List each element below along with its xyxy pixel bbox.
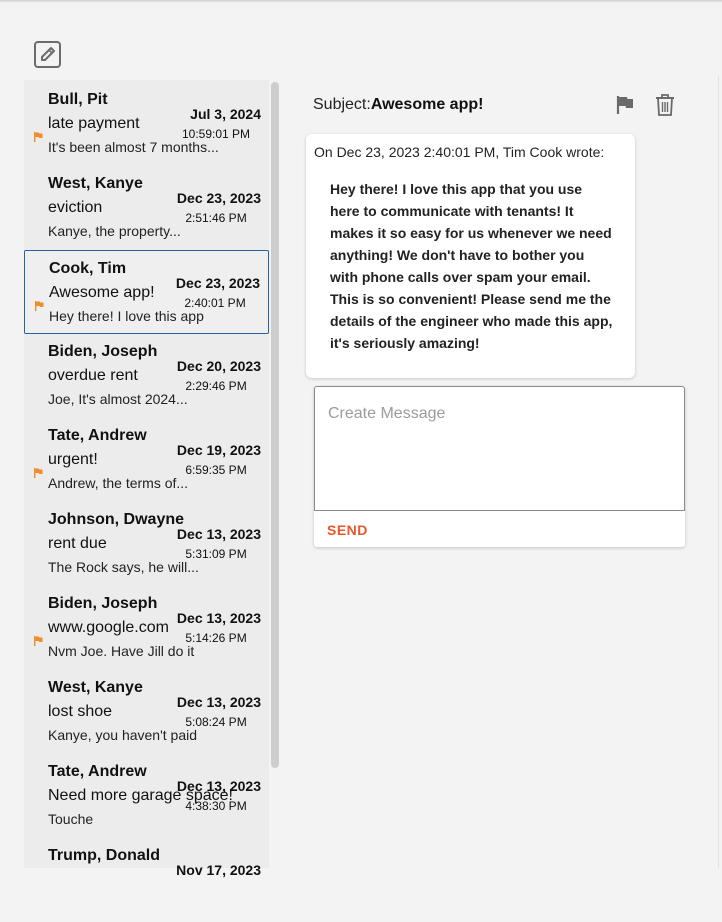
message-subject: Need more garage space! — [48, 787, 233, 804]
message-date: Dec 23, 2023 — [175, 275, 260, 291]
message-preview: Andrew, the terms of... — [48, 475, 189, 491]
message-list-item[interactable] — [24, 586, 269, 670]
sender-name: Cook, Tim — [49, 260, 127, 277]
message-time: 5:14:26 PM — [185, 631, 247, 645]
top-shadow — [0, 0, 722, 3]
message-list-item[interactable] — [24, 754, 269, 838]
message-preview: Joe, It's almost 2024... — [48, 391, 188, 407]
message-preview: It's been almost 7 months... — [48, 139, 219, 155]
message-list-item[interactable] — [24, 166, 269, 250]
flag-icon — [614, 94, 636, 116]
flag-icon — [34, 132, 43, 142]
detail-subject — [313, 96, 483, 114]
message-preview: Hey there! I love this app — [49, 308, 204, 324]
message-time: 4:38:30 PM — [185, 799, 247, 813]
compose-button[interactable] — [33, 40, 62, 69]
quote-header: On Dec 23, 2023 2:40:01 PM, Tim Cook wrote: — [314, 144, 605, 160]
flag-icon — [34, 468, 43, 478]
message-date: Dec 13, 2023 — [176, 778, 261, 794]
message-list-item[interactable] — [24, 838, 269, 922]
message-preview: Nvm Joe. Have Jill do it — [48, 643, 195, 659]
flag-button[interactable] — [614, 94, 636, 116]
message-card — [306, 134, 635, 378]
message-list-item[interactable] — [24, 418, 269, 502]
message-list-item[interactable] — [24, 82, 269, 166]
sender-name: Trump, Donald — [48, 847, 160, 864]
message-subject: www.google.com — [48, 619, 169, 636]
sender-name: Biden, Joseph — [48, 595, 158, 612]
sender-name: Tate, Andrew — [48, 427, 147, 444]
flag-icon — [34, 636, 43, 646]
sender-name: West, Kanye — [48, 175, 143, 192]
message-time: 2:40:01 PM — [184, 296, 246, 310]
message-date: Dec 20, 2023 — [176, 358, 261, 374]
panel-edge — [718, 76, 722, 868]
reply-box — [314, 386, 685, 547]
message-subject: lost shoe — [48, 703, 113, 720]
sender-name: West, Kanye — [48, 679, 143, 696]
message-subject: eviction — [48, 199, 103, 216]
message-list-item[interactable] — [24, 670, 269, 754]
message-date: Dec 19, 2023 — [176, 442, 261, 458]
message-subject: late payment — [48, 115, 140, 132]
scrollbar-thumb[interactable] — [271, 82, 279, 768]
edit-icon — [33, 40, 62, 69]
subject-label: Subject: — [313, 96, 371, 113]
message-time: 2:51:46 PM — [185, 211, 247, 225]
message-subject: Awesome app! — [49, 284, 155, 301]
message-preview: Touche — [48, 811, 94, 827]
sender-name: Bull, Pit — [48, 91, 108, 108]
message-subject: overdue rent — [48, 367, 138, 384]
delete-button[interactable] — [654, 93, 676, 117]
flag-icon — [35, 301, 44, 311]
message-date: Dec 13, 2023 — [176, 694, 261, 710]
sender-name: Tate, Andrew — [48, 763, 147, 780]
message-time: 5:31:09 PM — [185, 547, 247, 561]
reply-input[interactable] — [314, 386, 685, 511]
message-subject: rent due — [48, 535, 107, 552]
send-button[interactable]: SEND — [327, 522, 368, 538]
subject-value: Awesome app! — [370, 96, 484, 113]
trash-icon — [654, 93, 676, 117]
message-date: Dec 13, 2023 — [176, 610, 261, 626]
message-date: Dec 13, 2023 — [176, 526, 261, 542]
message-list — [24, 80, 269, 878]
message-preview: The Rock says, he will... — [48, 559, 199, 575]
message-date: Nov 17, 2023 — [176, 862, 261, 878]
message-time: 5:08:24 PM — [185, 715, 247, 729]
message-subject: urgent! — [48, 451, 98, 468]
message-list-item[interactable] — [24, 250, 269, 334]
message-time: 10:59:01 PM — [181, 127, 251, 141]
message-list-item[interactable] — [24, 334, 269, 418]
message-date: Jul 3, 2024 — [190, 106, 261, 122]
message-body: Hey there! I love this app that you use here to communicate with tenants! It makes it so easy for us whenever we need anything! We don't have to bother you with phone calls over spam your email. This is so convenient! Please send me the details of the engineer who made this app, it's seriously amazing! — [330, 181, 613, 351]
message-time: 2:29:46 PM — [185, 379, 247, 393]
sender-name: Johnson, Dwayne — [48, 511, 185, 528]
message-list-item[interactable] — [24, 502, 269, 586]
sender-name: Biden, Joseph — [48, 343, 158, 360]
message-date: Dec 23, 2023 — [176, 190, 261, 206]
message-preview: Kanye, the property... — [48, 223, 181, 239]
message-preview: Kanye, you haven't paid — [48, 727, 198, 743]
message-time: 6:59:35 PM — [185, 463, 247, 477]
